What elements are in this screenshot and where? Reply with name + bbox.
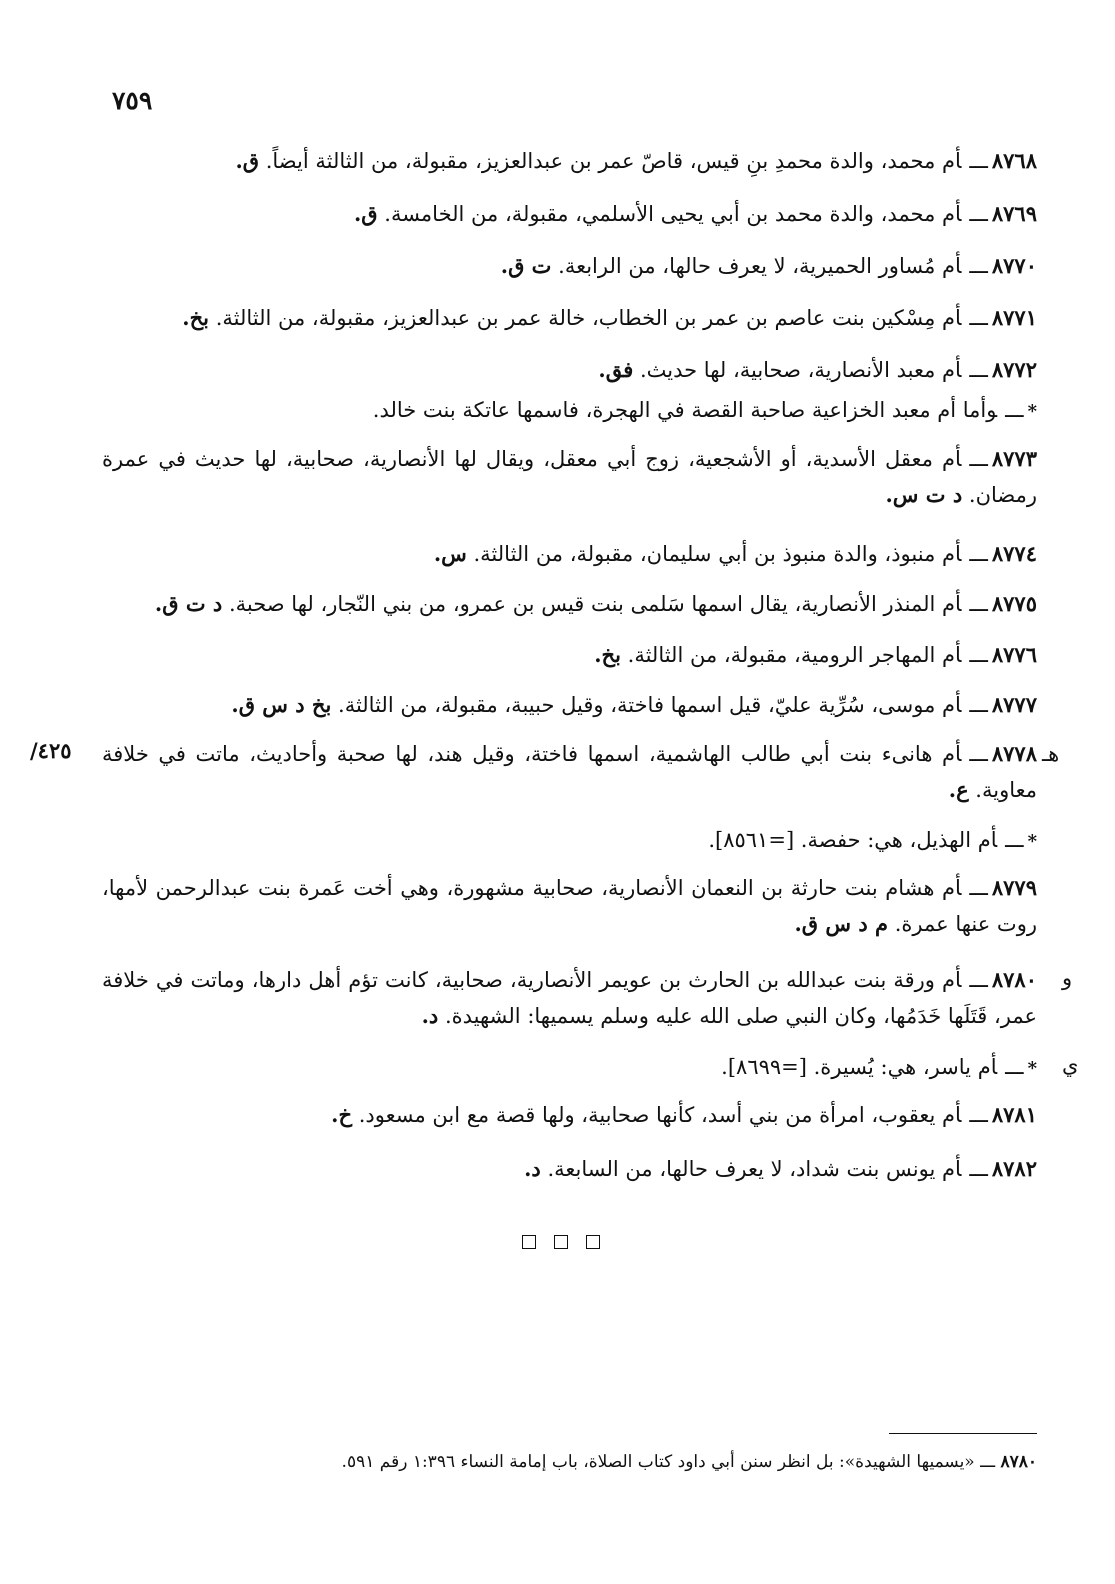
asterisk-icon: * <box>1027 1058 1037 1079</box>
entry-text: أم هشام بنت حارثة بن النعمان الأنصارية، صحابية مشهورة، وهي أخت عَمرة بنت عبدالرحمن لأمها، روت عنها عمرة. <box>102 876 1037 936</box>
margin-note-ha: هـ <box>1042 742 1060 766</box>
entry-8773: ٨٧٧٣ـــأم معقل الأسدية، أو الأشجعية، زوج أبي معقل، ويقال لها الأنصارية، صحابية، لها حديث في عمرة رمضان. د ت س. <box>102 446 1037 507</box>
entry-number: ٨٧٧٣ <box>991 446 1037 471</box>
entry-number: ٨٧٨٠ <box>991 967 1037 992</box>
margin-note-reference: ٤٢٥/ <box>30 738 72 763</box>
entry-sigla: د. <box>421 1003 439 1028</box>
entry-number: ٨٧٧٤ <box>991 541 1037 566</box>
section-end-ornament <box>522 1235 600 1249</box>
entry-number: ٨٧٨١ <box>991 1102 1037 1127</box>
asterisk-icon: * <box>1027 401 1037 422</box>
entry-sigla: د. <box>524 1156 541 1181</box>
entry-sigla: ت ق. <box>500 253 552 278</box>
entry-text: أم معبد الأنصارية، صحابية، لها حديث. <box>639 358 962 382</box>
entry-text: أم محمد، والدة محمد بن أبي يحيى الأسلمي، مقبولة، من الخامسة. <box>384 202 962 226</box>
entry-text: أم معقل الأسدية، أو الأشجعية، زوج أبي معقل، ويقال لها الأنصارية، صحابية، لها حديث في عمرة رمضان. <box>102 447 1037 507</box>
entry-sigla: ق. <box>235 148 260 173</box>
entry-sigla: ق. <box>353 201 378 226</box>
footnote-text: «يسميها الشهيدة»: بل انظر سنن أبي داود كتاب الصلاة، باب إمامة النساء ١:٣٩٦ رقم ٥٩١. <box>341 1452 975 1472</box>
entry-note-umm-mabad: *ـــوأما أم معبد الخزاعية صاحبة القصة في الهجرة، فاسمها عاتكة بنت خالد. <box>372 398 1037 422</box>
entry-text: أم يعقوب، امرأة من بني أسد، كأنها صحابية، ولها قصة مع ابن مسعود. <box>358 1103 962 1127</box>
entry-sigla: ع. <box>948 777 969 802</box>
entry-sigla: بخ. <box>182 305 209 330</box>
margin-note-ya: ي <box>1062 1053 1079 1077</box>
entry-number: ٨٧٧٩ <box>991 875 1037 900</box>
entry-text: أم هانىء بنت أبي طالب الهاشمية، اسمها فاختة، وقيل هند، لها صحبة وأحاديث، ماتت في خلافة معاوية. <box>102 742 1037 802</box>
footnote-number: ٨٧٨٠ <box>1000 1452 1037 1472</box>
entry-8768: ٨٧٦٨ـــأم محمد، والدة محمدِ بنِ قيس، قاصّ عمر بن عبدالعزيز، مقبولة، من الثالثة أيضاً. ق. <box>235 148 1037 173</box>
entry-number: ٨٧٧٥ <box>991 591 1037 616</box>
entry-8779: ٨٧٧٩ـــأم هشام بنت حارثة بن النعمان الأنصارية، صحابية مشهورة، وهي أخت عَمرة بنت عبدالرحمن لأمها، روت عنها عمرة. م د س ق. <box>102 875 1037 936</box>
entry-sigla: س. <box>433 541 467 566</box>
entry-text: أم ياسر، هي: يُسيرة. [=٨٦٩٩]. <box>721 1055 998 1079</box>
entry-note-umm-yasir: *ـــأم ياسر، هي: يُسيرة. [=٨٦٩٩]. <box>721 1055 1037 1079</box>
square-icon <box>522 1235 536 1249</box>
entry-8778: ٨٧٧٨ـــأم هانىء بنت أبي طالب الهاشمية، اسمها فاختة، وقيل هند، لها صحبة وأحاديث، ماتت في خلافة معاوية. ع. <box>102 741 1037 802</box>
entry-note-umm-hudhail: *ـــأم الهذيل، هي: حفصة. [=٨٥٦١]. <box>708 828 1037 852</box>
entry-number: ٨٧٧٠ <box>991 253 1037 278</box>
square-icon <box>586 1235 600 1249</box>
entry-text: أم موسى، سُرِّية عليّ، قيل اسمها فاختة، وقيل حبيبة، مقبولة، من الثالثة. <box>338 693 962 717</box>
entry-text: أم ورقة بنت عبدالله بن الحارث بن عويمر الأنصارية، صحابية، كانت تؤم أهل دارها، وماتت في خلافة عمر، قَتَلَها خَدَمُها، وكان النبي صلى الله عليه وسلم يسميها: الشهيدة. <box>102 968 1037 1028</box>
entry-number: ٨٧٨٢ <box>991 1156 1037 1181</box>
entry-text: أم مُساور الحميرية، لا يعرف حالها، من الرابعة. <box>558 254 962 278</box>
entry-8772: ٨٧٧٢ـــأم معبد الأنصارية، صحابية، لها حديث. فق. <box>598 357 1037 382</box>
entry-text: أم منبوذ، والدة منبوذ بن أبي سليمان، مقبولة، من الثالثة. <box>473 542 962 566</box>
entry-number: ٨٧٧٢ <box>991 357 1037 382</box>
entry-text: أم يونس بنت شداد، لا يعرف حالها، من السابعة. <box>547 1157 962 1181</box>
entry-8777: ٨٧٧٧ـــأم موسى، سُرِّية عليّ، قيل اسمها فاختة، وقيل حبيبة، مقبولة، من الثالثة. بخ د س ق. <box>231 692 1037 717</box>
entry-8782: ٨٧٨٢ـــأم يونس بنت شداد، لا يعرف حالها، من السابعة. د. <box>524 1156 1037 1181</box>
entry-8775: ٨٧٧٥ـــأم المنذر الأنصارية، يقال اسمها سَلمى بنت قيس بن عمرو، من بني النّجار، لها صحبة. د ت ق. <box>154 591 1037 616</box>
entry-number: ٨٧٦٩ <box>991 201 1037 226</box>
entry-8770: ٨٧٧٠ـــأم مُساور الحميرية، لا يعرف حالها، من الرابعة. ت ق. <box>500 253 1037 278</box>
entry-text: وأما أم معبد الخزاعية صاحبة القصة في الهجرة، فاسمها عاتكة بنت خالد. <box>372 398 998 422</box>
entry-sigla: خ. <box>331 1102 353 1127</box>
footnote: ٨٧٨٠ ـــ «يسميها الشهيدة»: بل انظر سنن أبي داود كتاب الصلاة، باب إمامة النساء ١:٣٩٦ رقم ٥٩١. <box>341 1452 1037 1472</box>
entry-sigla: د ت ق. <box>154 591 223 616</box>
entry-number: ٨٧٧٨ <box>991 741 1037 766</box>
entry-sigla: بخ. <box>594 642 621 667</box>
entry-text: أم مِسْكين بنت عاصم بن عمر بن الخطاب، خالة عمر بن عبدالعزيز، مقبولة، من الثالثة. <box>215 306 962 330</box>
entry-8774: ٨٧٧٤ـــأم منبوذ، والدة منبوذ بن أبي سليمان، مقبولة، من الثالثة. س. <box>433 541 1037 566</box>
entry-number: ٨٧٧٦ <box>991 642 1037 667</box>
entry-8776: ٨٧٧٦ـــأم المهاجر الرومية، مقبولة، من الثالثة. بخ. <box>594 642 1037 667</box>
entry-sigla: د ت س. <box>885 482 963 507</box>
entry-number: ٨٧٧١ <box>991 305 1037 330</box>
asterisk-icon: * <box>1027 831 1037 852</box>
footnote-divider <box>889 1433 1037 1434</box>
square-icon <box>554 1235 568 1249</box>
entry-8769: ٨٧٦٩ـــأم محمد، والدة محمد بن أبي يحيى الأسلمي، مقبولة، من الخامسة. ق. <box>353 201 1037 226</box>
entry-8771: ٨٧٧١ـــأم مِسْكين بنت عاصم بن عمر بن الخطاب، خالة عمر بن عبدالعزيز، مقبولة، من الثالثة. بخ. <box>182 305 1037 330</box>
entry-number: ٨٧٦٨ <box>991 148 1037 173</box>
entry-8780: ٨٧٨٠ـــأم ورقة بنت عبدالله بن الحارث بن عويمر الأنصارية، صحابية، كانت تؤم أهل دارها، وماتت في خلافة عمر، قَتَلَها خَدَمُها، وكان النبي صلى الله عليه وسلم يسميها: الشهيدة. د. <box>102 967 1037 1028</box>
entry-sigla: فق. <box>598 357 634 382</box>
entry-text: أم الهذيل، هي: حفصة. [=٨٥٦١]. <box>708 828 998 852</box>
page-number: ٧٥٩ <box>112 86 153 115</box>
margin-note-waw: و <box>1062 966 1073 990</box>
entry-text: أم المنذر الأنصارية، يقال اسمها سَلمى بنت قيس بن عمرو، من بني النّجار، لها صحبة. <box>228 592 962 616</box>
entry-8781: ٨٧٨١ـــأم يعقوب، امرأة من بني أسد، كأنها صحابية، ولها قصة مع ابن مسعود. خ. <box>331 1102 1037 1127</box>
entry-sigla: بخ د س ق. <box>231 692 332 717</box>
entry-text: أم المهاجر الرومية، مقبولة، من الثالثة. <box>627 643 962 667</box>
entry-number: ٨٧٧٧ <box>991 692 1037 717</box>
entry-text: أم محمد، والدة محمدِ بنِ قيس، قاصّ عمر بن عبدالعزيز، مقبولة، من الثالثة أيضاً. <box>265 149 962 173</box>
entry-sigla: م د س ق. <box>794 911 889 936</box>
